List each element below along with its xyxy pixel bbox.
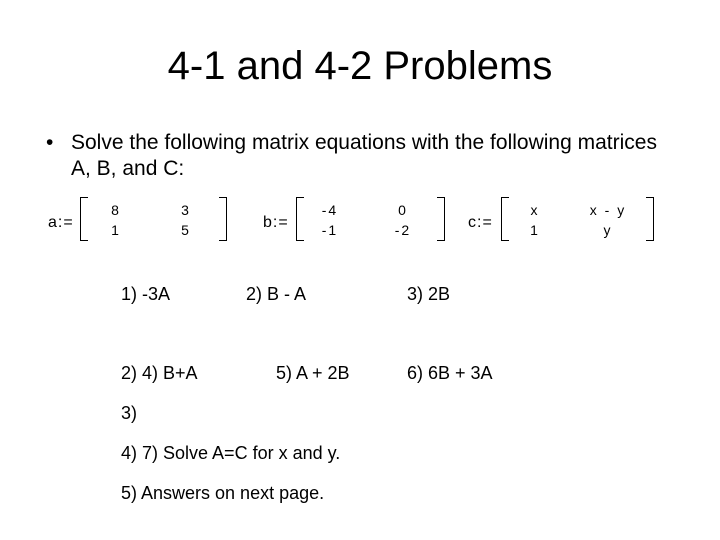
bullet-dot: • [46,131,54,154]
matrix-a-label: a:= [48,214,74,231]
problem-item: 3) [121,403,138,423]
matrix-a-cell: 5 [181,222,191,238]
matrix-b-cell: -2 [394,222,412,238]
matrix-c-cell: 1 [530,222,540,238]
matrix-b-label: b:= [263,214,289,231]
matrix-a-cell: 1 [111,222,121,238]
problem-item: 6) 6B + 3A [407,363,493,383]
bullet-text: Solve the following matrix equations with the following matrices A, B, and C: [71,131,657,180]
matrix-c-cell: x - y [589,202,627,218]
matrix-c-cell: y [603,222,613,238]
matrix-a-right-bracket [219,197,227,241]
matrix-b-right-bracket [437,197,445,241]
problem-item: 2) B - A [246,284,307,304]
problem-item: 3) 2B [407,284,451,304]
matrix-b-cell: 0 [398,202,408,218]
problem-item: 5) A + 2B [276,363,350,383]
matrix-a-cell: 8 [111,202,121,218]
problem-item: 5) Answers on next page. [121,483,325,503]
problem-item: 1) -3A [121,284,171,304]
problem-item: 2) 4) B+A [121,363,198,383]
page-title: 4-1 and 4-2 Problems [167,44,553,88]
matrix-b-cell: -4 [321,202,339,218]
matrix-c-label: c:= [468,214,493,231]
matrix-a-cell: 3 [181,202,191,218]
problem-item: 4) 7) Solve A=C for x and y. [121,443,341,463]
matrix-c-right-bracket [646,197,654,241]
matrix-b-cell: -1 [321,222,339,238]
matrix-c-cell: x [530,202,540,218]
